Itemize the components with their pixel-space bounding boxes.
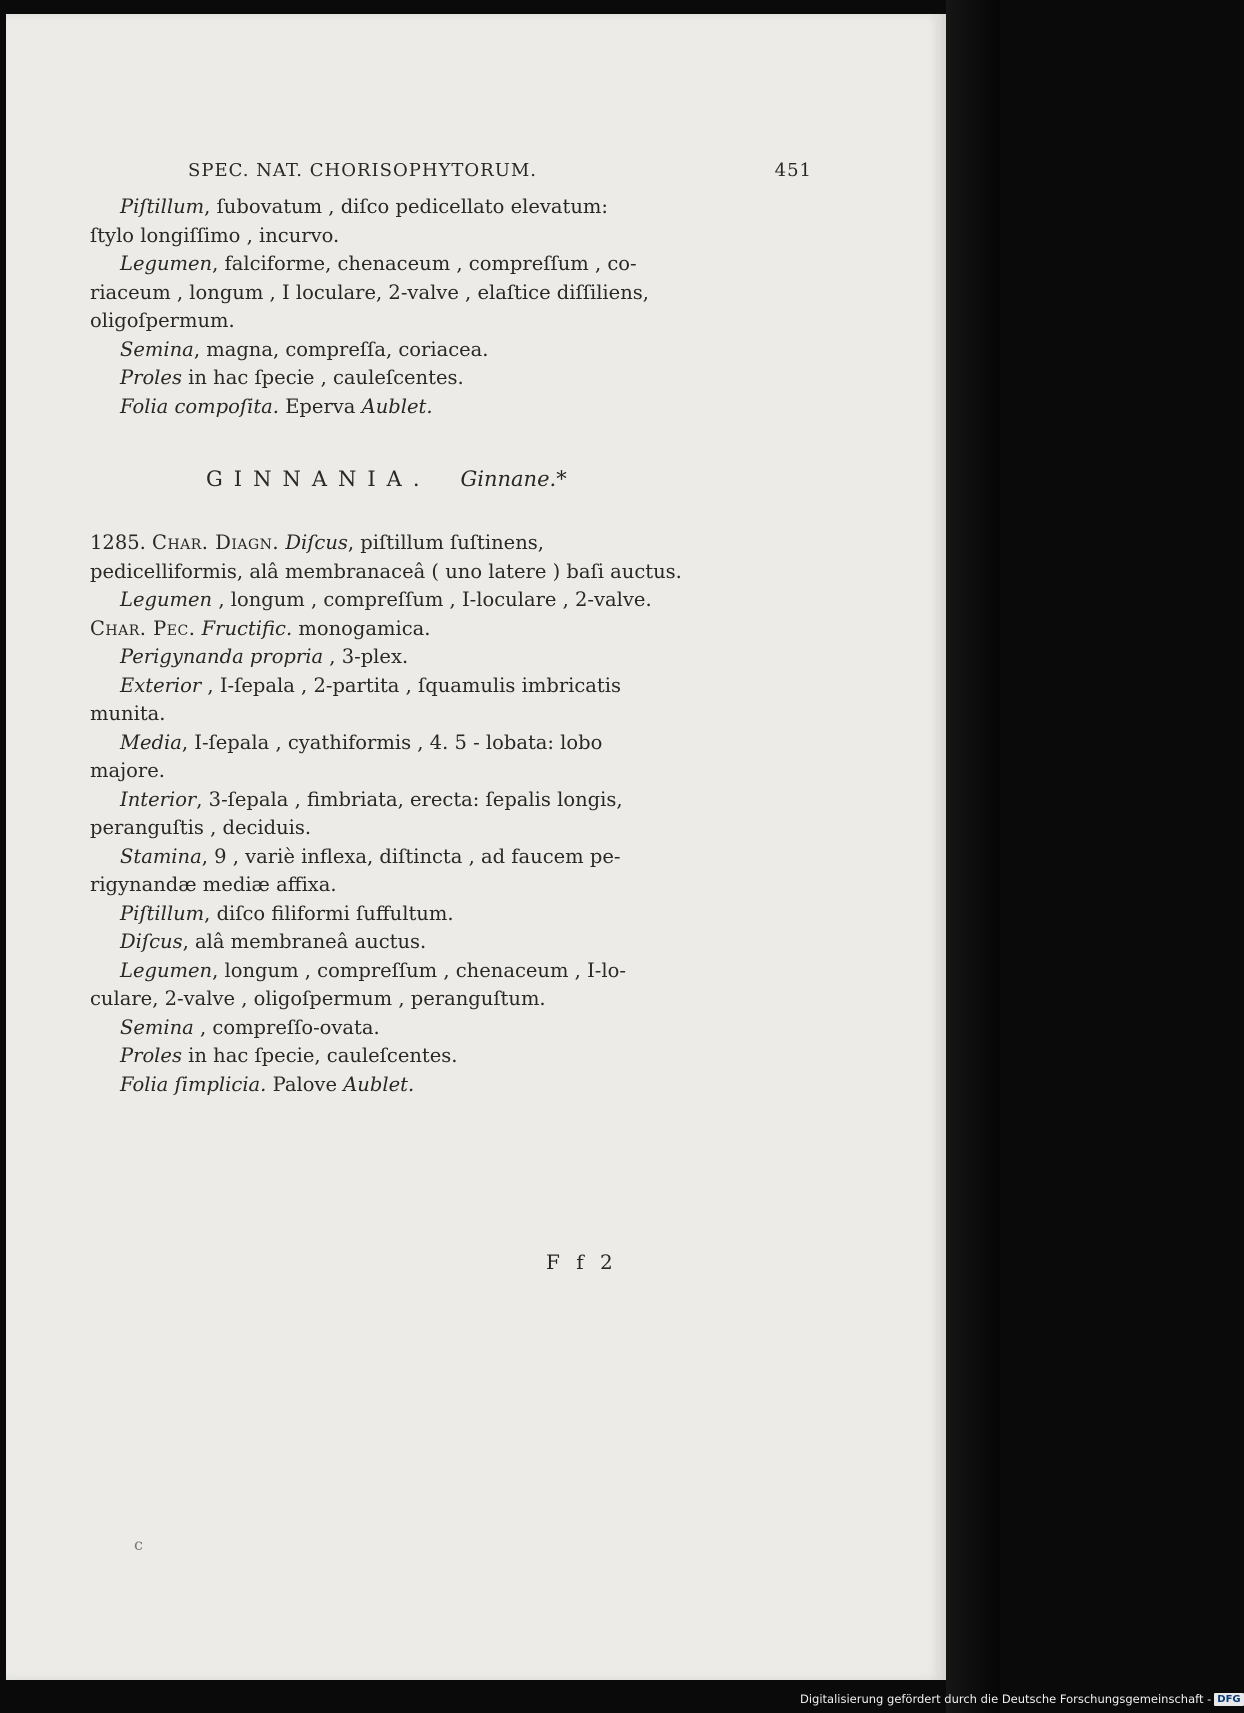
text-line [90,843,730,872]
line-it: Perigynanda propria [120,645,324,668]
text-line [90,985,730,1014]
line-it: Proles [120,366,182,389]
line-rest: Eperva [279,394,362,418]
text-line [90,1014,730,1043]
text-line [90,643,730,672]
text-line [90,928,730,957]
signature-mark: F f 2 [546,1250,618,1274]
line-it: Semina [120,1015,194,1039]
text-line [90,1042,730,1071]
line-it: Legumen [120,958,213,982]
line-rest: , 3-ſepala , fimbriata, erecta: ſepalis longis, [196,787,623,811]
scan-gutter [946,0,1000,1713]
line-it: Diſcus [279,531,348,554]
line-it: Interior [120,787,197,811]
line-rest: rigynandæ mediæ affixa. [90,873,337,896]
text-line [90,586,730,615]
line-it: Piſtillum [120,901,205,925]
line-it: Legumen [120,252,213,275]
line-rest: in hac ſpecie, cauleſcentes. [181,1044,458,1067]
text-line [90,700,730,729]
line-it: Proles [120,1044,182,1067]
text-line [90,757,730,786]
running-head [188,160,812,181]
line-rest: , ſubovatum , diſco pedicellato elevatum: [204,195,608,218]
genus-title: GINNANIA. [206,467,431,491]
text-line [90,307,730,336]
line-rest: , 9 , variè inflexa, diſtincta , ad faucem pe- [201,844,621,868]
line-rest: , longum , compreſſum , chenaceum , I-lo- [212,958,626,982]
line-it: Semina [120,337,194,361]
dfg-logo-icon: DFG [1214,1693,1243,1706]
text-line [90,529,730,558]
line-rest: , piſtillum ſuſtinens, [347,531,544,554]
line-rest: , 3-plex. [323,645,409,668]
line-rest: riaceum , longum , I loculare, 2-valve , elaſtice diſſiliens, [90,280,649,304]
running-head-title: SPEC. NAT. CHORISOPHYTORUM. [188,160,538,181]
text-line [90,672,730,701]
text-line [90,193,730,222]
text-line [90,558,730,587]
line-it2: Aublet. [361,394,433,418]
line-sc: Char. Diagn. [152,531,280,554]
line-rest: , I-ſepala , 2-partita , ſquamulis imbricatis [201,673,622,697]
line-it: Fructific. [195,616,293,640]
text-line [90,336,730,365]
line-rest: peranguſtis , deciduis. [90,816,312,839]
text-line [90,900,730,929]
text-line [90,615,730,644]
line-rest: , I-ſepala , cyathiformis , 4. 5 - lobata: lobo [181,730,603,754]
text-line [90,364,730,393]
line-rest: oligoſpermum. [90,309,235,332]
text-line [90,393,730,422]
page-number: 451 [774,160,812,181]
line-rest: , compreſſo-ovata. [193,1015,380,1039]
text-line [90,814,730,843]
digitization-footer [800,1689,1244,1709]
genus-block-ginnania [90,529,730,1099]
genus-vernacular: Ginnane.* [460,467,567,491]
text-line [90,957,730,986]
line-rest: Palove [266,1072,344,1096]
text-line [90,250,730,279]
text-line [90,871,730,900]
text-line [90,1071,730,1100]
line-rest: ſtylo longiſſimo , incurvo. [90,223,340,247]
line-rest: in hac ſpecie , cauleſcentes. [181,366,464,389]
page-text [90,160,812,1099]
line-it2: Aublet. [343,1072,415,1096]
text-line [90,729,730,758]
line-it: Exterior [120,673,202,697]
line-rest: monogamica. [292,616,431,640]
line-pre: 1285. [90,531,153,554]
line-rest: , longum , compreſſum , I-loculare , 2-valve. [212,588,652,611]
section-heading [206,467,730,491]
line-rest: majore. [90,759,165,782]
line-it: Stamina [120,844,202,868]
line-it: Piſtillum [120,195,205,218]
line-rest: culare, 2-valve , oligoſpermum , peranguſtum. [90,987,546,1010]
footer-credit: Digitalisierung gefördert durch die Deutsche Forschungsgemeinschaft - [800,1692,1212,1706]
genus-block-eperva [90,193,730,421]
line-it: Diſcus [120,930,183,953]
text-line [90,222,730,251]
line-rest: , falciforme, chenaceum , compreſſum , co- [212,252,637,275]
line-rest: pedicelliformis, alâ membranaceâ ( uno latere ) baſi auctus. [90,559,682,583]
line-rest: , diſco filiformi ſuffultum. [204,901,454,925]
line-rest: munita. [90,702,166,725]
line-it: Media [120,730,182,754]
text-line [90,279,730,308]
line-it: Legumen [120,588,213,611]
line-it: Folia ſimplicia. [120,1072,267,1096]
line-sc: Char. Pec. [90,616,196,640]
text-line [90,786,730,815]
stray-mark: c [134,1535,143,1554]
line-rest: , magna, compreſſa, coriacea. [193,337,489,361]
line-rest: , alâ membraneâ auctus. [182,930,427,953]
line-it: Folia compoſita. [120,394,279,418]
